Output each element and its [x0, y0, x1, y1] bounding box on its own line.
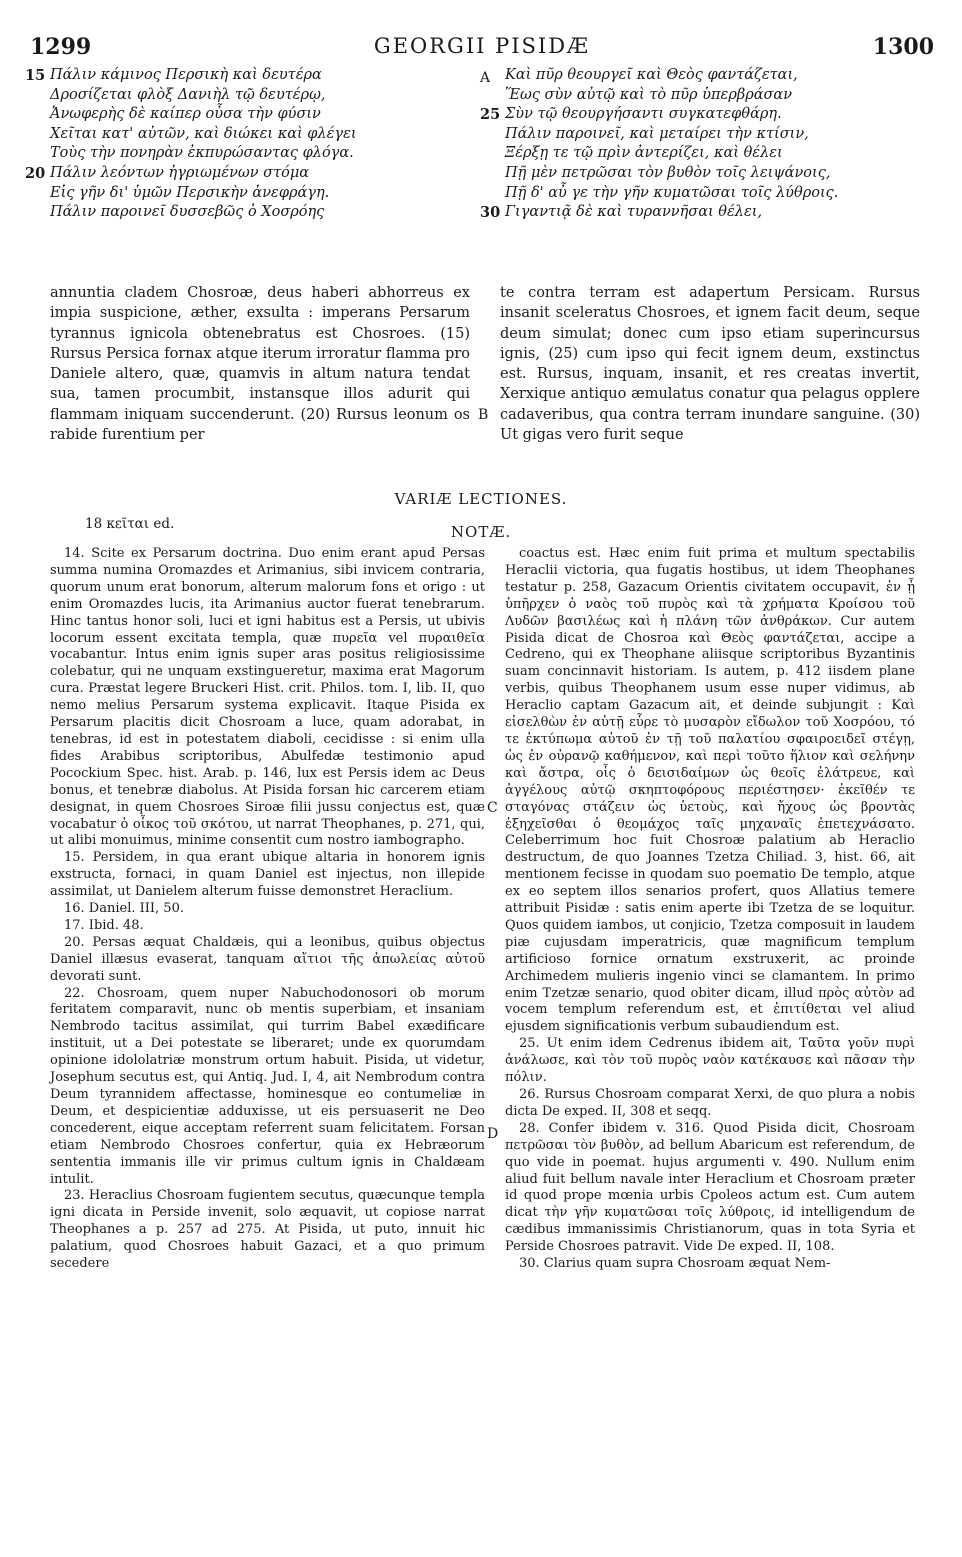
notae-heading: NOTÆ. [450, 523, 512, 541]
verse-text: Ἀνωφερὴς δὲ καίπερ οὖσα τὴν φύσιν [50, 106, 321, 123]
verse-text: Καὶ πῦρ θεουργεῖ καὶ Θεὸς φαντάζεται, [505, 67, 798, 83]
greek-verse-left [25, 66, 470, 223]
margin-letter-a: A [480, 70, 491, 86]
verse-line [50, 184, 470, 204]
running-header [30, 34, 934, 64]
verse-text: Πάλιν λεόντων ἠγριωμένων στόμα [50, 164, 310, 181]
note-paragraph: 28. Confer ibidem v. 316. Quod Pisida dicit, Chosroam πετρῶσαι τὸν βυθὸν, ad bellum Abaricum est referendum, de quo vide in poemat. hujus argumenti v. 490. Nullum enim aliud fuit bellum navale inter Heraclium et Chosroam præter id quod prope mœnia urbis Cpoleos actum est. Cum autem dicat τὴν γῆν κυματῶσαι τοῖς λύθροις, id intelligendum de cædibus immanissimis Christianorum, quas in tota Syria et Perside Chosroes patravit. Vide De exped. II, 108. [505, 1120, 915, 1255]
variae-lectiones-heading: VARIÆ LECTIONES. [394, 490, 568, 508]
note-paragraph: 26. Rursus Chosroam comparat Xerxi, de quo plura a nobis dicta De exped. II, 308 et seqq. [505, 1087, 915, 1119]
verse-line [505, 184, 935, 204]
verse-number: 20 [25, 164, 46, 182]
note-paragraph: 15. Persidem, in qua erant ubique altaria in honorem ignis exstructa, fornaci, in quam Daniel est injectus, non illepide assimilat, ut Danielem alterum fuisse demonstret Heraclium. [50, 850, 485, 900]
verse-text: Σὺν τῷ θεουργήσαντι συγκατεφθάρη. [505, 106, 782, 123]
verse-number: 25 [480, 106, 501, 124]
note-paragraph: 14. Scite ex Persarum doctrina. Duo enim erant apud Persas summa numina Oromazdes et Arimanius, sibi invicem contraria, quorum unum erat bonorum, alterum malorum fons et origo : ut enim Oromazdes lucis, ita Arimanius auctor fuerat tenebrarum. Hinc tantus honor soli, luci et igni habitus est a Persis, ut ubivis locorum essent excitata templa, quæ πυρεῖα vel πυραιθεῖα vocabantur. Intus enim ignis super aras positus religiosissime colebatur, qui ne unquam exstingueretur, maxima erat Magorum cura. Præstat legere Bruckeri Hist. crit. Philos. tom. I, lib. II, quo nemo melius Persarum systema explicavit. Itaque Pisida ex Persarum placitis dicit Chosroam a luce, quam adorabat, in tenebras, id est in potestatem diaboli, cecidisse : si enim ulla fides Arabibus scriptoribus, Abulfedæ testimonio apud Pocockium Spec. hist. Arab. p. 146, lux est Persis idem ac Deus bonus, et tenebræ diabolus. At Pisida forsan hic carcerem etiam designat, in quem Chosroes Siroæ filii jussu conjectus est, quæ vocabatur ὁ οἶκος τοῦ σκότου, ut narrat Theophanes, p. 271, qui, ut alibi monuimus, minime consentit cum nostro iambographo. [50, 546, 485, 849]
note-paragraph: 23. Heraclius Chosroam fugientem secutus, quæcunque templa igni dicata in Perside invenit, solo æquavit, ut copiose narrat Theophanes a p. 257 ad 275. At Pisida, ut puto, innuit hic palatium, quod Chosroes habuit Gazaci, et a quo primum secedere [50, 1188, 485, 1272]
running-title: GEORGII PISIDÆ [373, 34, 591, 58]
verse-text: Ἕως σὺν αὐτῷ καὶ τὸ πῦρ ὑπερβράσαν [505, 86, 793, 103]
verse-text: Γιγαντιᾷ δὲ καὶ τυραννῆσαι θέλει, [505, 204, 763, 221]
note-paragraph: 20. Persas æquat Chaldæis, qui a leonibus, quibus objectus Daniel illæsus evaserat, tanquam αἴτιοι τῆς ἀπωλείας αὐτοῦ devorati sunt. [50, 934, 485, 984]
verse-line [480, 105, 935, 125]
verse-text: Πάλιν παροινεῖ δυσσεβῶς ὁ Χοσρόης [50, 204, 325, 221]
verse-text: Πῇ δ' αὖ γε τὴν γῆν κυματῶσαι τοῖς λύθροις. [505, 184, 839, 201]
verse-line [25, 164, 470, 184]
verse-line [50, 86, 470, 106]
note-paragraph: coactus est. Hæc enim fuit prima et multum spectabilis Heraclii victoria, qua fugatis hostibus, ut idem Theophanes testatur p. 258, Gazacum Orientis civitatem occupavit, ἐν ᾗ ὑπῆρχεν ὁ ναὸς τοῦ πυρὸς καὶ τὰ χρήματα Κροίσου τοῦ Λυδῶν βασιλέως καὶ ἡ πλάνη τῶν ἀνθράκων. Cur autem Pisida dicat de Chosroa καὶ Θεὸς φαντάζεται, accipe a Cedreno, qui ex Theophane aliisque scriptoribus Byzantinis suam concinnavit historiam. Is autem, p. 412 iisdem plane verbis, quibus Theophanem usum esse nuper vidimus, ab Heraclio captam Gazacum ait, et deinde subjungit : Καὶ εἰσελθὼν ἐν αὐτῇ εὗρε τὸ μυσαρὸν εἴδωλον τοῦ Χοσρόου, τό τε ἐκτύπωμα αὐτοῦ ἐν τῇ τοῦ παλατίου σφαιροειδεῖ στέγῃ, ὡς ἐν οὐρανῷ καθήμενον, καὶ περὶ τοῦτο ἥλιον καὶ σελήνην καὶ ἄστρα, οἷς ὁ δεισιδαίμων ὡς θεοῖς ἐλάτρευε, καὶ ἀγγέλους αὐτῷ σκηπτοφόρους περιέστησεν· ἐκεῖθέν τε σταγόνας στάζειν ὡς ὑετοὺς, καὶ ἤχους ὡς βροντὰς ἐξηχεῖσθαι ὁ θεομάχος ταῖς μηχαναῖς ἐπετεχνάσατο. Celeberrimum hoc fuit Chosroæ palatium ab Heraclio destructum, de quo Joannes Tzetza Chiliad. 3, hist. 66, ait mentionem fecisse in quodam suo poematio De templo, atque ex eo septem illos senarios profert, quos Allatius temere attribuit Pisidæ : satis enim aperte ibi Tzetza de se loquitur. Quos quidem iambos, ut conjicio, Tzetza composuit in laudem piæ cujusdam imperatricis, quæ magnificum templum artificioso fornice ornatum exstruxerit, ac proinde Archimedem mulieris ingenio vinci se clamantem. In primo enim Tzetzæ senario, quod obiter dicam, illud πρὸς αὐτὸν ad vocem templum referendum est, et ἐπιτίθεται vel aliud ejusdem significationis verbum subaudiendum est. [505, 546, 915, 1035]
verse-text: Πῇ μὲν πετρῶσαι τὸν βυθὸν τοῖς λειψάνοις, [505, 164, 831, 181]
page-number-left: 1299 [30, 34, 92, 60]
note-paragraph: 16. Daniel. III, 50. [64, 901, 184, 917]
verse-text: Τοὺς τὴν πονηρὰν ἐκπυρώσαντας φλόγα. [50, 145, 354, 162]
verse-line [505, 144, 935, 164]
verse-line [50, 105, 470, 125]
note-paragraph: 22. Chosroam, quem nuper Nabuchodonosori ob morum feritatem comparavit, nunc ob mentis superbiam, et insaniam Nembrodo tacitus assimilat, qui turrim Babel exædificare instituit, ut a Dei potestate se liberaret; unde ex quorumdam opinione idololatriæ monstrum ortum habuit. Pisida, ut videtur, Josephum secutus est, qui Antiq. Jud. I, 4, ait Nembrodum contra Deum tyrannidem affectasse, hominesque eo contumeliæ in Deum, et despicientiæ adduxisse, ut eis persuaserit ne Deo concederent, eique acceptam referrent suam felicitatem. Forsan etiam Nembrodo Chosroes confertur, quia ex Hebræorum sententia immanis ille vir primus cultum ignis in Chaldæam intulit. [50, 985, 485, 1187]
note-paragraph: 25. Ut enim idem Cedrenus ibidem ait, Ταῦτα γοῦν πυρὶ ἀνάλωσε, καὶ τὸν τοῦ πυρὸς ναὸν κατέκαυσε καὶ πᾶσαν τὴν πόλιν. [505, 1036, 915, 1086]
verse-text: Εἰς γῆν δι' ὑμῶν Περσικὴν ἀνεφράγη. [50, 184, 330, 201]
latin-translation-right: te contra terram est adapertum Persicam. Rursus insanit sceleratus Chosroes, et ignem facit deum, seque deum simulat; donec cum ipso etiam superincursus ignis, (25) cum ipso qui fecit ignem deum, exstinctus est. Rursus, inquam, insanit, et res creatas invertit, Xerxique antiquo æmulatus conatur qua pelagus opplere cadaveribus, qua contra terram inundare sanguine. (30) Ut gigas vero furit seque [500, 285, 920, 444]
greek-verse-right [480, 66, 935, 223]
verse-number: 30 [480, 204, 501, 222]
verse-line [25, 66, 470, 86]
verse-text: Πάλιν παροινεῖ, καὶ μεταίρει τὴν κτίσιν, [505, 125, 809, 142]
verse-line [505, 66, 935, 86]
variae-lectiones-entry: 18 κεῖται ed. [85, 516, 175, 532]
verse-text: Πάλιν κάμινος Περσικὴ καὶ δευτέρα [50, 67, 322, 83]
verse-line [480, 203, 935, 223]
verse-line [505, 86, 935, 106]
margin-letter-b: B [478, 407, 489, 423]
verse-text: Χεῖται κατ' αὐτῶν, καὶ διώκει καὶ φλέγει [50, 125, 357, 142]
notes-column-left [50, 546, 485, 1273]
verse-line [50, 125, 470, 145]
verse-line [50, 144, 470, 164]
verse-text: Ξέρξῃ τε τῷ πρὶν ἀντερίζει, καὶ θέλει [505, 145, 783, 162]
page-number-right: 1300 [872, 34, 934, 60]
verse-line [50, 203, 470, 223]
margin-letter-d: D [487, 1126, 499, 1142]
note-paragraph: 17. Ibid. 48. [64, 917, 144, 933]
margin-letter-c: C [487, 800, 498, 816]
verse-text: Δροσίζεται φλὸξ Δανιὴλ τῷ δευτέρῳ, [50, 86, 326, 103]
verse-number: 15 [25, 67, 46, 84]
verse-line [505, 164, 935, 184]
notes-column-right [505, 546, 915, 1273]
latin-translation-left: annuntia cladem Chosroæ, deus haberi abhorreus ex impia suspicione, æther, exsulta : imperans Persarum tyrannus ignicola obtenebratus est Chosroes. (15) Rursus Persica fornax atque iterum irroratur flamma pro Daniele altero, quæ, quamvis in altum natura tendat sua, tamen procumbit, instansque illos adurit qui flammam iniquam succenderunt. (20) Rursus leonum os rabide furentium per [50, 285, 470, 444]
verse-line [505, 125, 935, 145]
note-paragraph: 30. Clarius quam supra Chosroam æquat Nem- [519, 1256, 831, 1272]
